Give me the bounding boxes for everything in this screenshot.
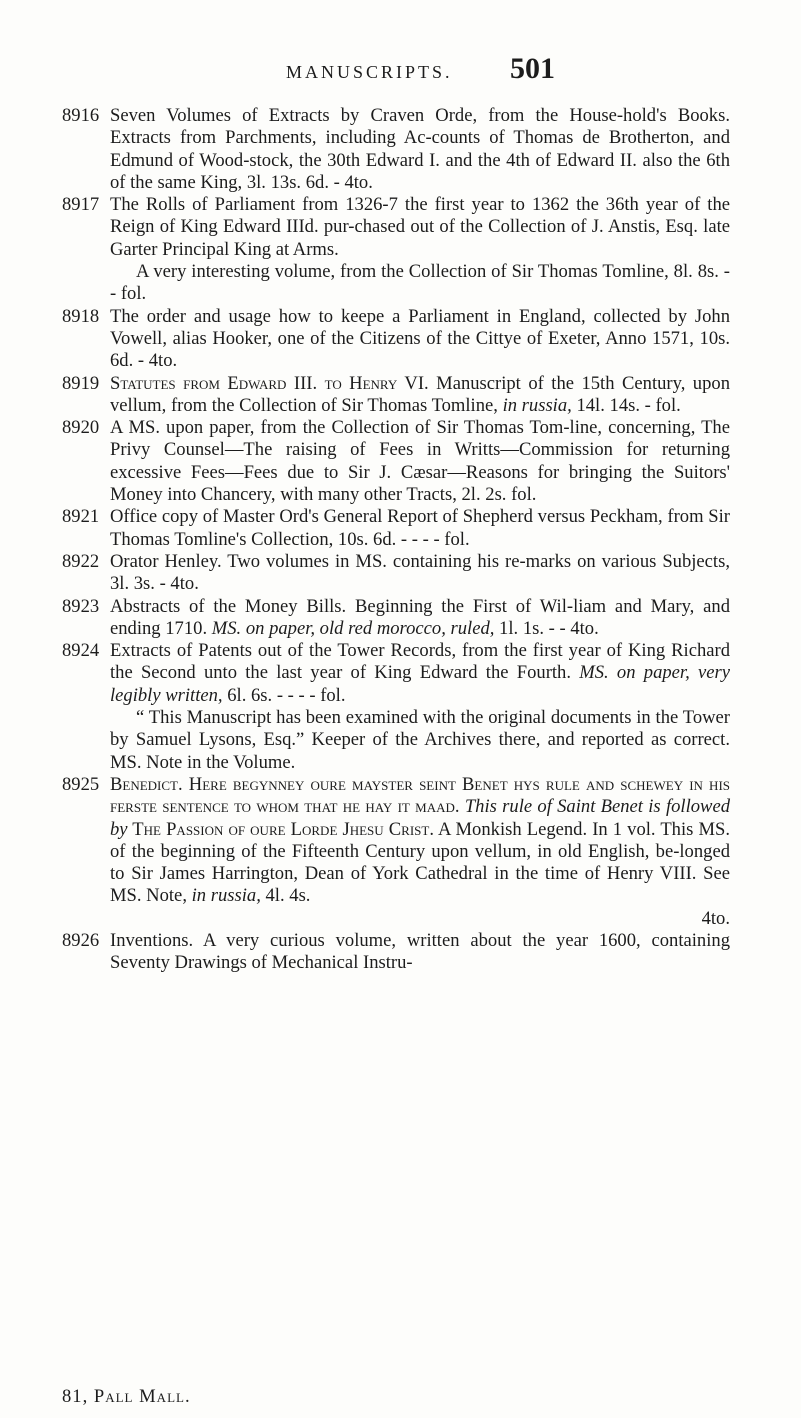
entry-8921 — [62, 506, 730, 551]
entry-binding: in russia, — [497, 394, 572, 416]
entry-number: 8916 — [62, 105, 100, 126]
entry-price: 6l. 6s. - - - - fol. — [222, 684, 346, 706]
entry-price: 14l. 14s. - fol. — [571, 394, 681, 416]
entry-number: 8919 — [62, 372, 100, 394]
entry-8917 — [62, 194, 730, 305]
entry-text: Manuscript of the 15th Century, upon vellum, from the Collection of Sir Thomas Tomline, — [110, 372, 730, 416]
entry-number: 8922 — [62, 550, 100, 572]
entry-8920 — [62, 417, 730, 506]
entry-format: 4to. — [701, 907, 730, 929]
entry-8923 — [62, 595, 730, 641]
entry-8919 — [62, 372, 730, 418]
entry-subheading: The Passion of oure Lorde Jhesu Crist. — [127, 818, 434, 840]
entry-8918 — [62, 305, 730, 373]
running-title: MANUSCRIPTS. — [286, 62, 453, 82]
entry-text: Office copy of Master Ord's General Report of Shepherd versus Peckham, from Sir Thomas Tomline's Collection, 10s. 6d. - - - - fol. — [110, 506, 730, 550]
entry-8922 — [62, 550, 730, 596]
entry-binding: MS. on paper, old red morocco, ruled, — [207, 617, 495, 639]
footer-address: 81, Pall Mall. — [62, 1386, 191, 1407]
entry-number: 8925 — [62, 773, 100, 795]
entry-binding: MS. on paper, very legibly written, — [110, 662, 730, 706]
entry-number: 8926 — [62, 929, 100, 951]
entry-text: Inventions. A very curious volume, written about the year 1600, containing Seventy Drawings of Mechanical Instru- — [110, 929, 730, 974]
entry-text: The order and usage how to keepe a Parliament in England, collected by John Vowell, alias Hooker, one of the Citizens of the Cittye of Exeter, Anno 1571, 10s. 6d. - 4to. — [110, 305, 730, 372]
entry-text: A Monkish Legend. In 1 vol. This MS. of the beginning of the Fifteenth Century upon vellum, in old English, be-longed to Sir James Harrington, Dean of York Cathedral in the time of Henry VIII. See MS. Note, — [110, 818, 730, 907]
entry-heading: Benedict. Here begynney oure mayster seint Benet hys rule and schewey in his ferste sentence to whom that he hay it maad. — [110, 773, 730, 818]
entry-text: A MS. upon paper, from the Collection of Sir Thomas Tom-line, concerning, The Privy Counsel—The raising of Fees in Writts—Commission for returning excessive Fees—Fees due to Sir J. Cæsar—Reasons for bringing the Suitors' Money into Chancery, with many other Tracts, 2l. 2s. fol. — [110, 417, 730, 506]
entry-heading: Statutes from Edward III. to Henry VI. — [110, 372, 429, 394]
entry-number: 8920 — [62, 417, 100, 439]
entry-number: 8917 — [62, 194, 100, 216]
entry-8924 — [62, 640, 730, 774]
entry-8916 — [62, 105, 730, 194]
entry-8926 — [62, 929, 730, 975]
entry-text: Seven Volumes of Extracts by Craven Orde, from the House-hold's Books. Extracts from Parchments, including Ac-counts of Thomas de Brotherton, and Edmund of Wood-stock, the 30th Edward I. and the 4th of Edward II. also the 6th of the same King, 3l. 13s. 6d. - 4to. — [110, 105, 730, 193]
entry-number: 8921 — [62, 506, 100, 528]
entry-text: Abstracts of the Money Bills. Beginning the First of Wil-liam and Mary, and ending 1710. — [110, 595, 730, 639]
catalogue-entries — [62, 105, 730, 975]
entry-8925 — [62, 773, 730, 930]
entry-price: 4l. 4s. — [260, 885, 311, 907]
running-header — [0, 52, 801, 92]
entry-text: The Rolls of Parliament from 1326-7 the first year to 1362 the 36th year of the Reign of King Edward IIId. pur-chased out of the Collection of J. Anstis, Esq. late Garter Principal King at Arms. — [110, 194, 730, 260]
page-number: 501 — [510, 52, 555, 85]
entry-number: 8924 — [62, 640, 100, 662]
entry-binding: in russia, — [186, 885, 261, 907]
entry-number: 8923 — [62, 595, 100, 617]
entry-price: 1l. 1s. - - 4to. — [494, 617, 599, 639]
entry-text: Extracts of Patents out of the Tower Records, from the first year of King Richard the Second unto the last year of King Edward the Fourth. — [110, 640, 730, 684]
entry-number: 8918 — [62, 305, 100, 327]
entry-note: “ This Manuscript has been examined with the original documents in the Tower by Samuel Lysons, Esq.” Keeper of the Archives there, and reported as correct. MS. Note in the Volume. — [110, 707, 730, 773]
entry-italic-text: This rule of Saint Benet is followed by — [110, 796, 730, 840]
entry-note: A very interesting volume, from the Collection of Sir Thomas Tomline, 8l. 8s. - - fol. — [110, 261, 730, 305]
entry-text: Orator Henley. Two volumes in MS. containing his re-marks on various Subjects, 3l. 3s. - 4to. — [110, 550, 730, 595]
